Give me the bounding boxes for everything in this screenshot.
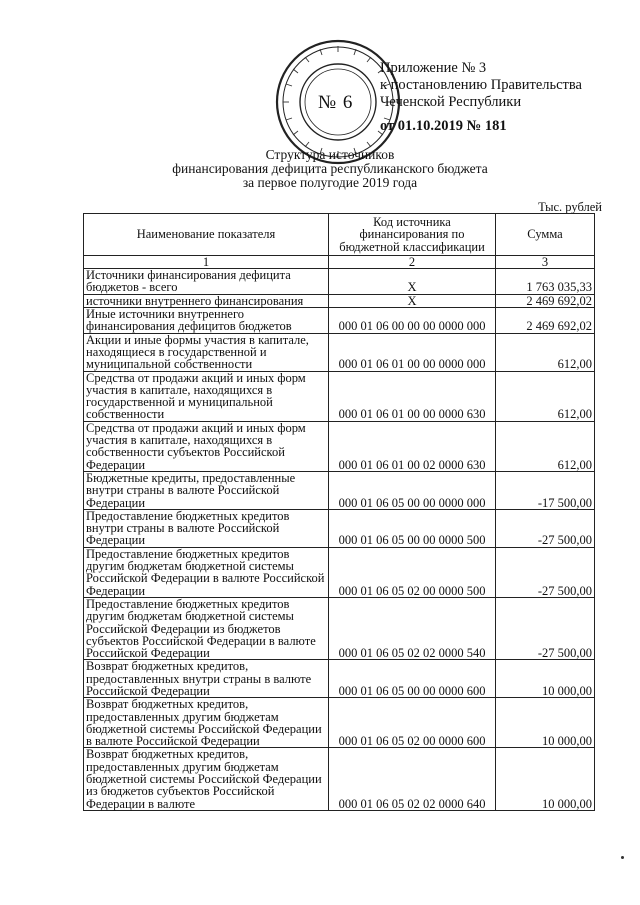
row-name-cell: Акции и иные формы участия в капитале, находящиеся в государственной и муниципальной собственности xyxy=(84,333,329,371)
units-label: Тыс. рублей xyxy=(538,200,602,214)
stamp-number: № 6 xyxy=(318,92,354,113)
row-sum-cell: 2 469 692,02 xyxy=(496,294,595,307)
title-line-1: Структура источников xyxy=(265,147,395,162)
row-name-cell: Иные источники внутреннего финансирования дефицитов бюджетов xyxy=(84,308,329,334)
table-row xyxy=(84,308,595,334)
row-sum-cell: 10 000,00 xyxy=(496,660,595,698)
table-row xyxy=(84,547,595,597)
table-header-row xyxy=(84,214,595,256)
table-row xyxy=(84,333,595,371)
table-row xyxy=(84,748,595,810)
appendix-line-2: к постановлению Правительства xyxy=(380,77,582,93)
table-row xyxy=(84,471,595,509)
row-sum-cell: 1 763 035,33 xyxy=(496,269,595,295)
row-code-cell: 000 01 06 05 02 00 0000 500 xyxy=(329,547,496,597)
row-name-cell: источники внутреннего финансирования xyxy=(84,294,329,307)
row-name-cell: Предоставление бюджетных кредитов другим бюджетам бюджетной системы Российской Федерации из бюджетов субъектов Российской Федерации в валюте Российской Федерации xyxy=(84,597,329,659)
scan-speck xyxy=(621,856,624,859)
appendix-date-number: от 01.10.2019 № 181 xyxy=(380,118,507,134)
table-index-row xyxy=(84,255,595,268)
table-row xyxy=(84,294,595,307)
row-name-cell: Возврат бюджетных кредитов, предоставленных другим бюджетам бюджетной системы Российской Федерации из бюджетов субъектов Российской Федерации в валюте xyxy=(84,748,329,810)
row-sum-cell: 612,00 xyxy=(496,371,595,421)
row-code-cell: 000 01 06 05 02 02 0000 640 xyxy=(329,748,496,810)
header-indicator-name: Наименование показателя xyxy=(84,214,329,256)
index-cell: 1 xyxy=(84,255,329,268)
row-code-cell: 000 01 06 05 00 00 0000 500 xyxy=(329,509,496,547)
appendix-header xyxy=(380,60,582,135)
row-code-cell: 000 01 06 05 00 00 0000 000 xyxy=(329,471,496,509)
row-sum-cell: -27 500,00 xyxy=(496,547,595,597)
row-sum-cell: -27 500,00 xyxy=(496,597,595,659)
row-name-cell: Возврат бюджетных кредитов, предоставленных внутри страны в валюте Российской Федерации xyxy=(84,660,329,698)
row-code-cell: X xyxy=(329,269,496,295)
financing-table xyxy=(83,213,595,811)
row-code-cell: 000 01 06 01 00 00 0000 000 xyxy=(329,333,496,371)
table-row xyxy=(84,371,595,421)
row-sum-cell: -17 500,00 xyxy=(496,471,595,509)
row-sum-cell: 10 000,00 xyxy=(496,698,595,748)
row-name-cell: Предоставление бюджетных кредитов другим бюджетам бюджетной системы Российской Федерации в валюте Российской Федерации xyxy=(84,547,329,597)
document-title xyxy=(120,148,540,190)
table-row xyxy=(84,597,595,659)
row-code-cell: 000 01 06 01 00 00 0000 630 xyxy=(329,371,496,421)
table-row xyxy=(84,509,595,547)
row-sum-cell: 612,00 xyxy=(496,421,595,471)
row-name-cell: Предоставление бюджетных кредитов внутри страны в валюте Российской Федерации xyxy=(84,509,329,547)
table-row xyxy=(84,421,595,471)
row-sum-cell: 612,00 xyxy=(496,333,595,371)
index-cell: 3 xyxy=(496,255,595,268)
title-line-3: за первое полугодие 2019 года xyxy=(242,175,418,190)
row-name-cell: Возврат бюджетных кредитов, предоставленных другим бюджетам бюджетной системы Российской Федерации в валюте Российской Федерации xyxy=(84,698,329,748)
index-cell: 2 xyxy=(329,255,496,268)
row-code-cell: 000 01 06 01 00 02 0000 630 xyxy=(329,421,496,471)
header-amount: Сумма xyxy=(496,214,595,256)
row-code-cell: X xyxy=(329,294,496,307)
row-code-cell: 000 01 06 05 00 00 0000 600 xyxy=(329,660,496,698)
row-name-cell: Источники финансирования дефицита бюджетов - всего xyxy=(84,269,329,295)
row-name-cell: Средства от продажи акций и иных форм участия в капитале, находящихся в собственности субъектов Российской Федерации xyxy=(84,421,329,471)
row-sum-cell: 10 000,00 xyxy=(496,748,595,810)
title-line-2: финансирования дефицита республиканского бюджета xyxy=(172,161,488,176)
table-row xyxy=(84,660,595,698)
table-row xyxy=(84,269,595,295)
row-name-cell: Средства от продажи акций и иных форм участия в капитале, находящихся в государственной и муниципальной собственности xyxy=(84,371,329,421)
row-name-cell: Бюджетные кредиты, предоставленные внутри страны в валюте Российской Федерации xyxy=(84,471,329,509)
appendix-line-3: Чеченской Республики xyxy=(380,94,522,110)
header-source-code: Код источника финансирования по бюджетной классификации xyxy=(329,214,496,256)
row-sum-cell: -27 500,00 xyxy=(496,509,595,547)
row-code-cell: 000 01 06 00 00 00 0000 000 xyxy=(329,308,496,334)
row-sum-cell: 2 469 692,02 xyxy=(496,308,595,334)
row-code-cell: 000 01 06 05 02 02 0000 540 xyxy=(329,597,496,659)
appendix-line-1: Приложение № 3 xyxy=(380,60,487,76)
row-code-cell: 000 01 06 05 02 00 0000 600 xyxy=(329,698,496,748)
table-row xyxy=(84,698,595,748)
